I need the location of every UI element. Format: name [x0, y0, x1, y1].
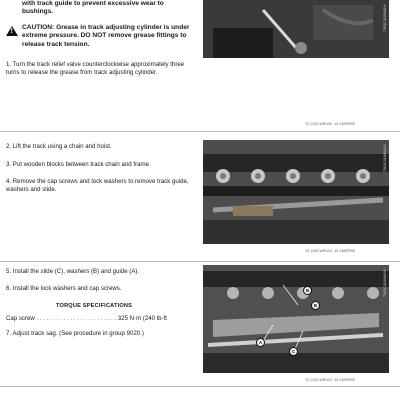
torque-row — [6, 315, 196, 323]
relief-valve-illustration — [203, 0, 389, 58]
relief-valve-photo — [203, 0, 389, 58]
step-2: 2. Lift the track using a chain and hoist. — [6, 143, 112, 150]
intro-warning-text: with track guide to prevent excessive wear to bushings. — [22, 0, 164, 16]
section-install-guide — [0, 262, 400, 400]
guide-install-photo — [203, 265, 389, 373]
photo-code: TX61C41WWAH1 — [383, 4, 387, 32]
section-release-tension — [0, 0, 400, 140]
photo-code: TX61C41WWAH2 — [383, 144, 387, 172]
section-ref: TX,2130,WW101 -19-18APR95 — [305, 249, 355, 253]
callout-b-2: B — [311, 301, 320, 310]
divider — [0, 386, 400, 387]
caution-text: CAUTION: Grease in track adjusting cylinder is under extreme pressure. DO NOT remove grease fittings to release track tension. — [22, 24, 190, 48]
section-ref: TX,2130,WW102 -19-18APR95 — [305, 378, 355, 382]
callout-a: A — [256, 338, 265, 347]
callout-b: B — [303, 286, 312, 295]
section-remove-guide — [0, 132, 400, 262]
step-5: 5. Install the slide (C), washers (B) and guide (A). — [6, 268, 140, 275]
guide-install-illustration — [203, 265, 389, 373]
caution-triangle-icon: ! — [6, 26, 18, 36]
torque-specs-title: TORQUE SPECIFICATIONS — [56, 303, 133, 309]
photo-code: TX61C41WWAH3 — [383, 269, 387, 297]
step-7: 7. Adjust track sag. (See procedure in group 9020.) — [6, 330, 144, 337]
track-chain-illustration — [203, 140, 389, 244]
torque-item: Cap screw — [6, 315, 35, 322]
step-4: 4. Remove the cap screws and lock washers to remove track guide, washers and slide. — [6, 178, 189, 193]
step-1: 1. Turn the track relief valve counterclockwise approximately three turns to release the grease from track adjusting cylinder. — [6, 61, 185, 76]
section-ref: TX,2130,WW100 -19-18APR95 — [305, 122, 355, 126]
step-3: 3. Put wooden blocks between track chain and frame. — [6, 161, 151, 168]
callout-c: C — [289, 347, 298, 356]
torque-value: 325 N·m (240 lb-ft — [117, 315, 167, 322]
track-chain-photo — [203, 140, 389, 244]
step-6: 6. Install the lock washers and cap screws. — [6, 285, 122, 292]
torque-leader: . . . . . . . . . . . . . . . . . . . . . . . . — [36, 315, 118, 322]
